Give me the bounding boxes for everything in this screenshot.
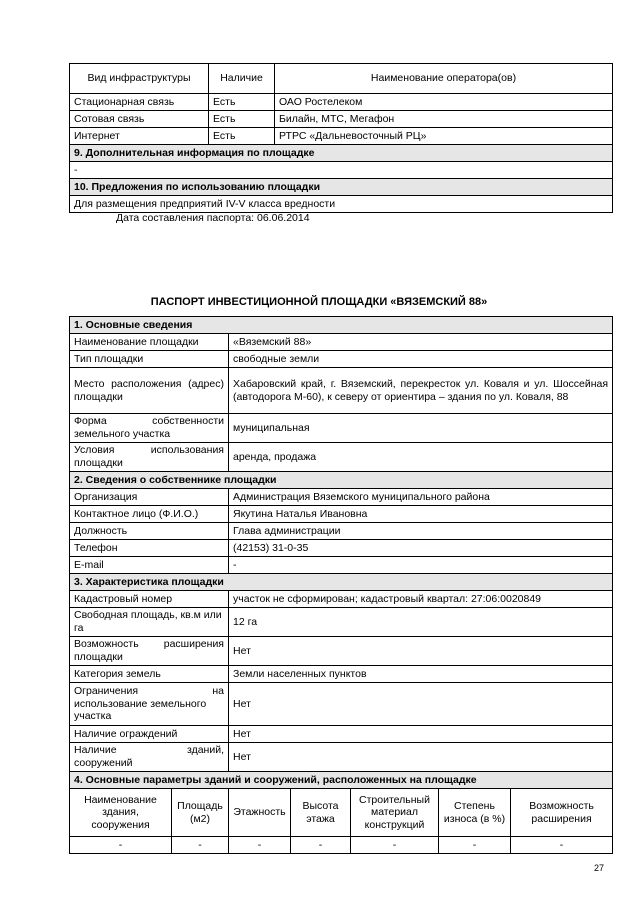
- operator-cell: РТРС «Дальневосточный РЦ»: [275, 128, 613, 145]
- field-value: муниципальная: [229, 414, 613, 443]
- field-value: Администрация Вяземского муниципального района: [229, 489, 613, 506]
- column-header: Площадь (м2): [172, 789, 229, 837]
- table-cell: -: [70, 837, 172, 854]
- header-availability: Наличие: [209, 64, 275, 94]
- table-cell: -: [172, 837, 229, 854]
- field-label: [70, 683, 229, 726]
- page-title: ПАСПОРТ ИНВЕСТИЦИОННОЙ ПЛОЩАДКИ «ВЯЗЕМСКИЙ 88»: [150, 296, 488, 308]
- field-value: 12 га: [229, 608, 613, 637]
- label-part: зданий,: [187, 744, 224, 757]
- infra-type-cell: Сотовая связь: [70, 111, 209, 128]
- label-part: сооружений: [74, 757, 133, 769]
- field-label: Контактное лицо (Ф.И.О.): [70, 506, 229, 523]
- infrastructure-table: [69, 63, 613, 213]
- field-label: Тип площадки: [70, 351, 229, 368]
- table-cell: -: [229, 837, 291, 854]
- table-cell: -: [291, 837, 351, 854]
- section-1-heading: 1. Основные сведения: [70, 317, 613, 334]
- table-row: [70, 111, 613, 128]
- column-header: Строительный материал конструкций: [351, 789, 439, 837]
- field-label: Место расположения (адрес) площадки: [70, 368, 229, 414]
- field-value: Нет: [229, 726, 613, 743]
- column-header: Наименование здания, сооружения: [70, 789, 172, 837]
- label-part: использование земельного участка: [74, 697, 207, 723]
- infra-type-cell: Стационарная связь: [70, 94, 209, 111]
- column-header: Возможность расширения: [511, 789, 613, 837]
- field-label: Возможность расширения площадки: [70, 637, 229, 666]
- section-10-heading: 10. Предложения по использованию площадки: [70, 179, 613, 196]
- column-header: Этажность: [229, 789, 291, 837]
- label-part: на: [212, 685, 224, 698]
- field-value: свободные земли: [229, 351, 613, 368]
- column-header: Высота этажа: [291, 789, 351, 837]
- passport-table: [69, 316, 613, 854]
- field-label: Форма собственности земельного участка: [70, 414, 229, 443]
- field-value: Якутина Наталья Ивановна: [229, 506, 613, 523]
- operator-cell: Билайн, МТС, Мегафон: [275, 111, 613, 128]
- availability-cell: Есть: [209, 128, 275, 145]
- label-part: Наличие: [74, 744, 117, 757]
- table-row: [70, 94, 613, 111]
- label-part: Ограничения: [74, 685, 138, 698]
- field-label: Наличие ограждений: [70, 726, 229, 743]
- field-value: «Вяземский 88»: [229, 334, 613, 351]
- availability-cell: Есть: [209, 111, 275, 128]
- field-value: Хабаровский край, г. Вяземский, перекресток ул. Коваля и ул. Шоссейная (автодорога М-60), к северу от ориентира – здания по ул. Коваля, 88: [229, 368, 613, 414]
- field-label: [70, 743, 229, 772]
- page-number: 27: [594, 863, 605, 873]
- field-value: Земли населенных пунктов: [229, 666, 613, 683]
- field-label: Категория земель: [70, 666, 229, 683]
- availability-cell: Есть: [209, 94, 275, 111]
- operator-cell: ОАО Ростелеком: [275, 94, 613, 111]
- field-value: Нет: [229, 683, 613, 726]
- field-label: Должность: [70, 523, 229, 540]
- column-header: Степень износа (в %): [439, 789, 511, 837]
- field-value: Нет: [229, 637, 613, 666]
- table-cell: -: [511, 837, 613, 854]
- field-label: Кадастровый номер: [70, 591, 229, 608]
- section-3-heading: 3. Характеристика площадки: [70, 574, 613, 591]
- infra-type-cell: Интернет: [70, 128, 209, 145]
- section-2-heading: 2. Сведения о собственнике площадки: [70, 472, 613, 489]
- field-value: (42153) 31-0-35: [229, 540, 613, 557]
- header-infra-type: Вид инфраструктуры: [70, 64, 209, 94]
- field-label: Телефон: [70, 540, 229, 557]
- field-label: E-mail: [70, 557, 229, 574]
- header-operator: Наименование оператора(ов): [275, 64, 613, 94]
- table-row: [70, 128, 613, 145]
- section-9-value: -: [70, 162, 613, 179]
- section-9-heading: 9. Дополнительная информация по площадке: [70, 145, 613, 162]
- table-row: [70, 837, 613, 854]
- field-value: участок не сформирован; кадастровый квартал: 27:06:0020849: [229, 591, 613, 608]
- field-value: -: [229, 557, 613, 574]
- table-cell: -: [439, 837, 511, 854]
- field-label: Условия использования площадки: [70, 443, 229, 472]
- field-value: аренда, продажа: [229, 443, 613, 472]
- passport-date: Дата составления паспорта: 06.06.2014: [116, 212, 310, 224]
- field-value: Глава администрации: [229, 523, 613, 540]
- section-10-value: Для размещения предприятий IV-V класса вредности: [70, 196, 613, 213]
- table-cell: -: [351, 837, 439, 854]
- field-label: Организация: [70, 489, 229, 506]
- field-value: Нет: [229, 743, 613, 772]
- section-4-heading: 4. Основные параметры зданий и сооружений, расположенных на площадке: [70, 772, 613, 789]
- field-label: Наименование площадки: [70, 334, 229, 351]
- field-label: Свободная площадь, кв.м или га: [70, 608, 229, 637]
